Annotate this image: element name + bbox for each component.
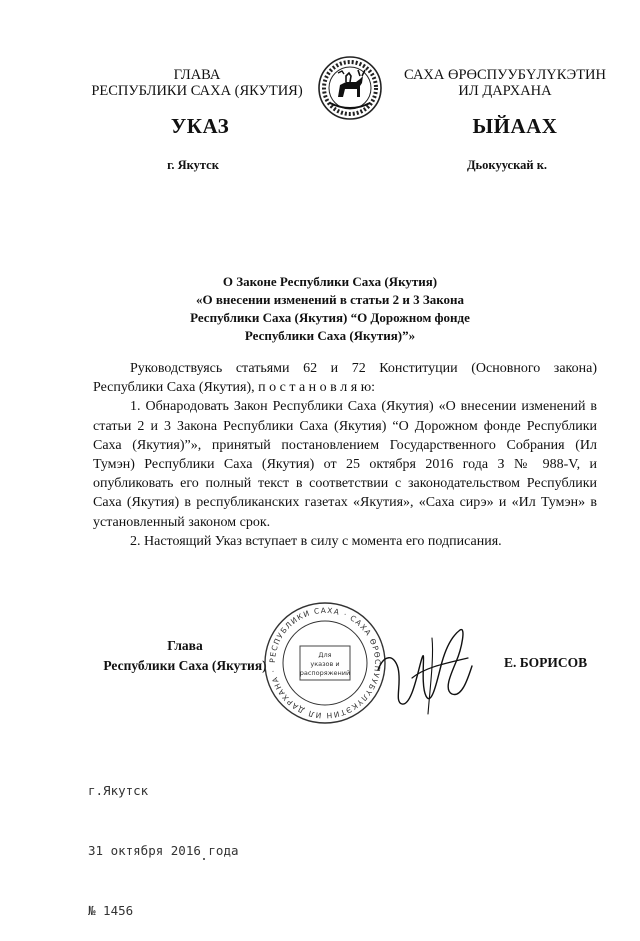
issuer-line-2-sakha: ИЛ ДАРХАНА bbox=[458, 83, 552, 99]
issuer-line-1: ГЛАВА bbox=[173, 67, 221, 83]
issuer-header-ru bbox=[88, 67, 306, 99]
issuer-line-1-sakha: САХА ӨРӨСПУУБҮЛҮКЭТИН bbox=[404, 67, 606, 83]
signatory-title bbox=[90, 636, 280, 676]
footer-city: г.Якутск bbox=[88, 783, 149, 798]
stamp-center-line-1: Для bbox=[318, 651, 332, 659]
issuer-line-2: РЕСПУБЛИКИ САХА (ЯКУТИЯ) bbox=[91, 83, 303, 99]
city-sakha: Дьокуускай к. bbox=[466, 158, 548, 172]
title-line-2: «О внесении изменений в статьи 2 и 3 Закона bbox=[195, 292, 465, 307]
item-1-paragraph: 1. Обнародовать Закон Республики Саха (Якутия) «О внесении изменений в статьи 2 и 3 Закона Республики Саха (Якутия) “О Дорожном фонде Республики Саха (Якутия)”», принятый постановлением Государственного Собрания (Ил Тумэн) Республики Саха (Якутия) от 25 октября 2016 года З № 988-V, и опубликовать его полный текст в соответствии с законодательством Республики Саха (Якутия) в республиканских газетах «Якутия», «Саха сирэ» и «Ил Тумэн» в установленный законом срок. bbox=[93, 399, 597, 530]
title-line-1: О Законе Республики Саха (Якутия) bbox=[222, 274, 438, 289]
item-2-paragraph: 2. Настоящий Указ вступает в силу с момента его подписания. bbox=[130, 533, 502, 549]
doc-type-sakha: ЫЙААХ bbox=[472, 114, 558, 138]
footer-number: № 1456 bbox=[88, 903, 134, 918]
scan-speck bbox=[203, 858, 205, 860]
stamp-center-line-3: распоряжений bbox=[299, 669, 351, 677]
title-line-4: Республики Саха (Якутия)”» bbox=[244, 328, 416, 343]
registration-details bbox=[88, 741, 239, 941]
intro-paragraph: Руководствуясь статьями 62 и 72 Конституции (Основного закона) Республики Саха (Якутия), п о с т а н о в л я ю: bbox=[93, 361, 597, 396]
doc-type-ru: УКАЗ bbox=[170, 114, 230, 138]
footer-date: 31 октября 2016 года bbox=[88, 843, 239, 858]
stamp-ring-text: РЕСПУБЛИКИ САХА · САХА ӨРӨСПУУБҮЛҮКЭТИН ИЛ ДАРХАНА · bbox=[267, 605, 383, 721]
decree-body bbox=[93, 359, 597, 551]
city-ru: г. Якутск bbox=[167, 158, 219, 172]
title-line-3: Республики Саха (Якутия) “О Дорожном фонде bbox=[190, 310, 470, 325]
signatory-title-line-2: Республики Саха (Якутия) bbox=[103, 658, 267, 673]
emblem-icon bbox=[316, 55, 384, 121]
issuer-header-sakha bbox=[400, 67, 610, 99]
handwritten-signature-icon bbox=[372, 618, 482, 718]
stamp-center-line-2: указов и bbox=[310, 660, 340, 668]
signatory-title-line-1: Глава bbox=[167, 638, 203, 653]
decree-title bbox=[140, 273, 520, 345]
signer-name: Е. БОРИСОВ bbox=[504, 655, 588, 670]
official-stamp-icon bbox=[262, 600, 388, 726]
